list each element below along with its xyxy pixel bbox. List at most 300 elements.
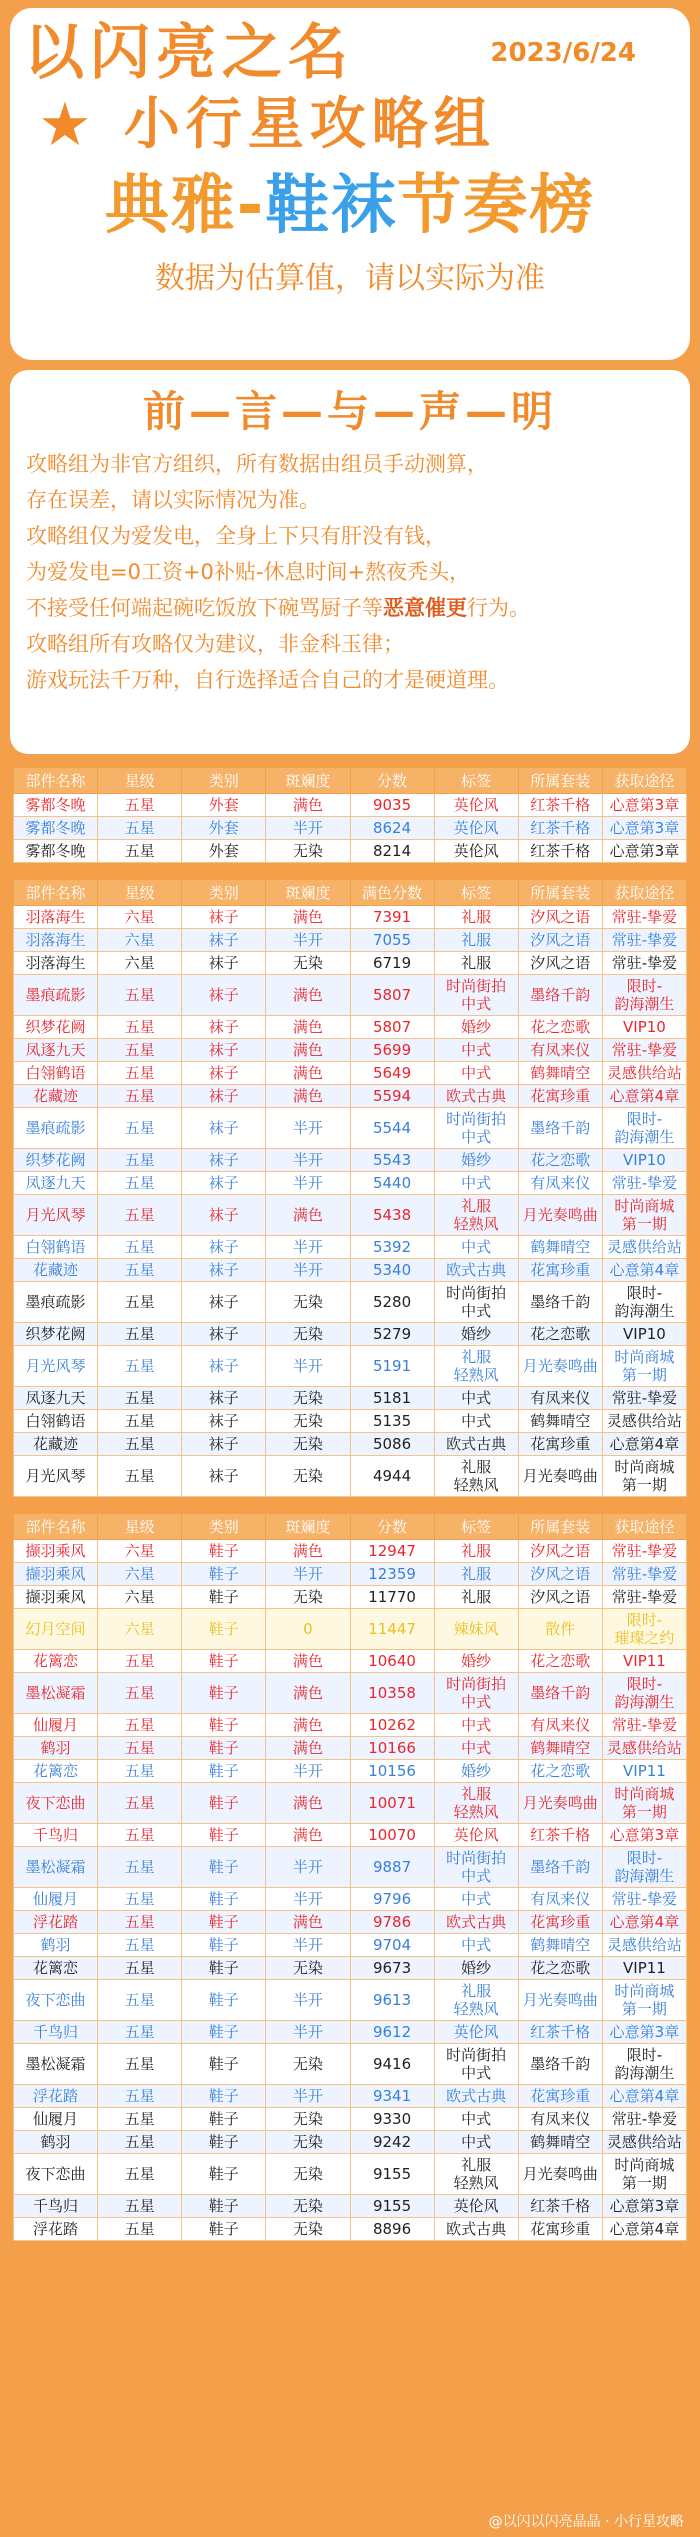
table-cell: 时尚街拍 中式: [434, 1847, 518, 1888]
table-cell: 半开: [266, 929, 350, 952]
table-cell: 鞋子: [182, 1847, 266, 1888]
table-cell: 墨络千韵: [518, 975, 602, 1016]
table-cell: 10071: [350, 1783, 434, 1824]
table-row: [14, 1172, 687, 1195]
table-cell: 礼服 轻熟风: [434, 2154, 518, 2195]
table-cell: 花篱恋: [14, 1760, 98, 1783]
column-header: 斑斓度: [266, 1514, 350, 1540]
table-cell: 无染: [266, 1323, 350, 1346]
table-cell: 鹤羽: [14, 1934, 98, 1957]
table-cell: 撷羽乘风: [14, 1540, 98, 1563]
column-header: 标签: [434, 768, 518, 794]
table-cell: 袜子: [182, 1236, 266, 1259]
table-cell: 9330: [350, 2108, 434, 2131]
table-cell: 鞋子: [182, 1737, 266, 1760]
table-cell: 半开: [266, 1346, 350, 1387]
header-row: [14, 880, 687, 906]
table-cell: 袜子: [182, 952, 266, 975]
table-row: [14, 1195, 687, 1236]
table-cell: 5392: [350, 1236, 434, 1259]
table-cell: 五星: [98, 1149, 182, 1172]
table-cell: 红茶千格: [518, 817, 602, 840]
estimate-note: 数据为估算值，请以实际为准: [155, 261, 545, 296]
table-cell: 无染: [266, 1387, 350, 1410]
table-cell: 5135: [350, 1410, 434, 1433]
table-row: [14, 1039, 687, 1062]
table-cell: 五星: [98, 1236, 182, 1259]
table-cell: 心意第3章: [602, 817, 686, 840]
table-cell: 礼服 轻熟风: [434, 1195, 518, 1236]
table-cell: 英伦风: [434, 2021, 518, 2044]
column-header: 部件名称: [14, 768, 98, 794]
table-cell: 六星: [98, 952, 182, 975]
table-cell: 五星: [98, 1085, 182, 1108]
table-cell: 墨络千韵: [518, 1847, 602, 1888]
table-cell: 鞋子: [182, 2044, 266, 2085]
coat-table-card: [10, 764, 690, 866]
table-cell: 羽落海生: [14, 952, 98, 975]
table-cell: 雾都冬晚: [14, 817, 98, 840]
table-cell: 花寓珍重: [518, 2085, 602, 2108]
table-cell: 仙履月: [14, 1714, 98, 1737]
table-cell: 月光奏鸣曲: [518, 1783, 602, 1824]
table-cell: 5280: [350, 1282, 434, 1323]
table-cell: 时尚商城 第一期: [602, 1783, 686, 1824]
table-cell: 中式: [434, 2108, 518, 2131]
table-cell: 鞋子: [182, 1563, 266, 1586]
table-cell: 袜子: [182, 929, 266, 952]
table-cell: 花寓珍重: [518, 1911, 602, 1934]
table-cell: 9613: [350, 1980, 434, 2021]
table-cell: 8896: [350, 2218, 434, 2241]
table-cell: 袜子: [182, 1195, 266, 1236]
header-row: [14, 768, 687, 794]
table-cell: 5440: [350, 1172, 434, 1195]
table-cell: 五星: [98, 1980, 182, 2021]
table-cell: 中式: [434, 1934, 518, 1957]
table-cell: 半开: [266, 817, 350, 840]
table-cell: 袜子: [182, 1039, 266, 1062]
table-row: [14, 1149, 687, 1172]
table-cell: 9704: [350, 1934, 434, 1957]
table-cell: 羽落海生: [14, 906, 98, 929]
table-cell: 幻月空间: [14, 1609, 98, 1650]
table-cell: 五星: [98, 975, 182, 1016]
table-cell: 墨痕疏影: [14, 1282, 98, 1323]
table-cell: 无染: [266, 1456, 350, 1497]
table-cell: 袜子: [182, 1149, 266, 1172]
table-cell: 织梦花阙: [14, 1323, 98, 1346]
table-cell: 五星: [98, 1387, 182, 1410]
table-row: [14, 1737, 687, 1760]
table-row: [14, 1824, 687, 1847]
table-cell: 花寓珍重: [518, 2218, 602, 2241]
table-cell: 半开: [266, 1236, 350, 1259]
table-cell: 鞋子: [182, 2108, 266, 2131]
table-cell: 满色: [266, 1540, 350, 1563]
table-cell: 鞋子: [182, 1760, 266, 1783]
table-cell: 中式: [434, 1387, 518, 1410]
table-row: [14, 2131, 687, 2154]
table-cell: 10358: [350, 1673, 434, 1714]
table-row: [14, 1934, 687, 1957]
table-cell: 五星: [98, 1282, 182, 1323]
table-cell: 羽落海生: [14, 929, 98, 952]
table-cell: 11770: [350, 1586, 434, 1609]
table-cell: 袜子: [182, 1085, 266, 1108]
table-cell: 鞋子: [182, 1911, 266, 1934]
table-cell: 花寓珍重: [518, 1085, 602, 1108]
table-cell: 英伦风: [434, 840, 518, 863]
column-header: 星级: [98, 1514, 182, 1540]
table-cell: 婚纱: [434, 1650, 518, 1673]
table-cell: 半开: [266, 1108, 350, 1149]
table-cell: 五星: [98, 1016, 182, 1039]
table-row: [14, 1586, 687, 1609]
table-cell: 汐风之语: [518, 929, 602, 952]
column-header: 类别: [182, 768, 266, 794]
preface-line: [26, 590, 674, 626]
table-cell: 鞋子: [182, 1824, 266, 1847]
table-cell: 鞋子: [182, 2085, 266, 2108]
socks-table: [13, 879, 687, 1497]
table-cell: 常驻-挚爱: [602, 1039, 686, 1062]
table-cell: 袜子: [182, 906, 266, 929]
table-row: [14, 1911, 687, 1934]
table-cell: 五星: [98, 1714, 182, 1737]
table-cell: 鞋子: [182, 1957, 266, 1980]
table-cell: 花藏迹: [14, 1085, 98, 1108]
table-cell: 鹤舞晴空: [518, 2131, 602, 2154]
table-cell: 半开: [266, 1980, 350, 2021]
table-cell: 六星: [98, 1586, 182, 1609]
table-cell: 五星: [98, 2108, 182, 2131]
table-cell: 时尚商城 第一期: [602, 1980, 686, 2021]
table-row: [14, 2108, 687, 2131]
table-cell: 7391: [350, 906, 434, 929]
table-cell: 欧式古典: [434, 1433, 518, 1456]
shoes-table: [13, 1513, 687, 2241]
table-cell: 鞋子: [182, 1586, 266, 1609]
table-cell: 限时- 韵海潮生: [602, 1282, 686, 1323]
table-cell: 仙履月: [14, 1888, 98, 1911]
table-cell: 花之恋歌: [518, 1016, 602, 1039]
table-cell: 满色: [266, 1650, 350, 1673]
table-cell: 鞋子: [182, 1934, 266, 1957]
table-row: [14, 929, 687, 952]
table-cell: 外套: [182, 840, 266, 863]
table-cell: 灵感供给站: [602, 1062, 686, 1085]
table-cell: 礼服: [434, 906, 518, 929]
table-cell: 礼服 轻熟风: [434, 1783, 518, 1824]
table-cell: 红茶千格: [518, 2021, 602, 2044]
table-cell: 五星: [98, 1108, 182, 1149]
table-row: [14, 1323, 687, 1346]
table-cell: 灵感供给站: [602, 1737, 686, 1760]
table-cell: 5279: [350, 1323, 434, 1346]
column-header: 获取途径: [602, 768, 686, 794]
table-cell: 辣妹风: [434, 1609, 518, 1650]
table-row: [14, 1282, 687, 1323]
table-cell: 满色: [266, 1714, 350, 1737]
table-row: [14, 794, 687, 817]
table-cell: 无染: [266, 1957, 350, 1980]
table-cell: 时尚街拍 中式: [434, 975, 518, 1016]
table-cell: 五星: [98, 2154, 182, 2195]
table-cell: 外套: [182, 794, 266, 817]
table-cell: 墨松凝霜: [14, 1673, 98, 1714]
table-cell: 9796: [350, 1888, 434, 1911]
preface-text: 行为。: [467, 596, 530, 620]
table-cell: 婚纱: [434, 1149, 518, 1172]
table-cell: 时尚商城 第一期: [602, 1456, 686, 1497]
column-header: 星级: [98, 880, 182, 906]
table-cell: 袜子: [182, 1387, 266, 1410]
table-row: [14, 1410, 687, 1433]
table-cell: 五星: [98, 2195, 182, 2218]
table-cell: 半开: [266, 1149, 350, 1172]
table-cell: 常驻-挚爱: [602, 929, 686, 952]
table-cell: 中式: [434, 1172, 518, 1195]
table-cell: 夜下恋曲: [14, 1980, 98, 2021]
table-cell: 花之恋歌: [518, 1323, 602, 1346]
table-cell: 9673: [350, 1957, 434, 1980]
table-row: [14, 1259, 687, 1282]
table-cell: 限时- 韵海潮生: [602, 1847, 686, 1888]
table-cell: 半开: [266, 1172, 350, 1195]
table-cell: 12947: [350, 1540, 434, 1563]
preface-line: 攻略组所有攻略仅为建议，非金科玉律；: [26, 632, 404, 656]
table-cell: 时尚商城 第一期: [602, 2154, 686, 2195]
table-cell: 花篱恋: [14, 1957, 98, 1980]
table-cell: 花之恋歌: [518, 1760, 602, 1783]
table-cell: 中式: [434, 1062, 518, 1085]
table-cell: 六星: [98, 1609, 182, 1650]
table-cell: 灵感供给站: [602, 1934, 686, 1957]
column-header: 类别: [182, 1514, 266, 1540]
column-header: 标签: [434, 1514, 518, 1540]
table-row: [14, 2085, 687, 2108]
table-cell: 鞋子: [182, 2131, 266, 2154]
table-cell: 雾都冬晚: [14, 840, 98, 863]
table-cell: 袜子: [182, 1346, 266, 1387]
table-cell: 常驻-挚爱: [602, 2108, 686, 2131]
table-row: [14, 975, 687, 1016]
table-cell: 12359: [350, 1563, 434, 1586]
table-cell: 千鸟归: [14, 2195, 98, 2218]
table-cell: 婚纱: [434, 1016, 518, 1039]
preface-line: 存在误差，请以实际情况为准。: [26, 488, 320, 512]
table-cell: 半开: [266, 1259, 350, 1282]
table-cell: 五星: [98, 2085, 182, 2108]
table-cell: 时尚商城 第一期: [602, 1346, 686, 1387]
date-label: 2023/6/24: [490, 38, 636, 68]
table-cell: 0: [266, 1609, 350, 1650]
shoes-table-card: [10, 1510, 690, 2244]
table-cell: 礼服 轻熟风: [434, 1980, 518, 2021]
table-cell: 心意第3章: [602, 1824, 686, 1847]
table-cell: 五星: [98, 1888, 182, 1911]
table-cell: 欧式古典: [434, 2218, 518, 2241]
table-cell: 五星: [98, 1783, 182, 1824]
table-cell: 5807: [350, 975, 434, 1016]
table-cell: 无染: [266, 1410, 350, 1433]
table-cell: 常驻-挚爱: [602, 1563, 686, 1586]
table-cell: VIP10: [602, 1016, 686, 1039]
table-cell: 无染: [266, 2044, 350, 2085]
table-cell: 半开: [266, 2021, 350, 2044]
table-cell: 有凤来仪: [518, 1172, 602, 1195]
table-row: [14, 906, 687, 929]
table-cell: 五星: [98, 1911, 182, 1934]
table-row: [14, 1783, 687, 1824]
table-cell: 月光风琴: [14, 1456, 98, 1497]
table-cell: 鞋子: [182, 1783, 266, 1824]
column-header: 星级: [98, 768, 182, 794]
table-row: [14, 1673, 687, 1714]
table-cell: 常驻-挚爱: [602, 1586, 686, 1609]
table-cell: 心意第4章: [602, 1259, 686, 1282]
table-cell: 花寓珍重: [518, 1259, 602, 1282]
table-cell: 六星: [98, 929, 182, 952]
table-cell: 满色: [266, 794, 350, 817]
table-cell: 月光风琴: [14, 1346, 98, 1387]
table-cell: 墨痕疏影: [14, 1108, 98, 1149]
table-cell: 满色: [266, 1737, 350, 1760]
table-cell: 中式: [434, 1039, 518, 1062]
table-cell: 5649: [350, 1062, 434, 1085]
table-row: [14, 1108, 687, 1149]
table-cell: 墨络千韵: [518, 1108, 602, 1149]
table-cell: 常驻-挚爱: [602, 952, 686, 975]
table-cell: 欧式古典: [434, 1911, 518, 1934]
table-cell: 五星: [98, 1760, 182, 1783]
table-cell: 无染: [266, 2218, 350, 2241]
table-cell: VIP10: [602, 1149, 686, 1172]
table-cell: 墨络千韵: [518, 2044, 602, 2085]
table-cell: 心意第3章: [602, 2021, 686, 2044]
table-cell: 婚纱: [434, 1323, 518, 1346]
table-cell: 浮花踏: [14, 2218, 98, 2241]
table-cell: 五星: [98, 1062, 182, 1085]
group-title: 小行星攻略组: [123, 92, 496, 157]
table-cell: 月光奏鸣曲: [518, 1195, 602, 1236]
table-cell: 满色: [266, 1195, 350, 1236]
column-header: 部件名称: [14, 880, 98, 906]
table-cell: VIP10: [602, 1323, 686, 1346]
preface-line: 攻略组为非官方组织，所有数据由组员手动测算，: [26, 452, 488, 476]
socks-table-card: [10, 876, 690, 1500]
table-cell: 常驻-挚爱: [602, 1172, 686, 1195]
table-cell: 五星: [98, 1737, 182, 1760]
table-cell: 欧式古典: [434, 2085, 518, 2108]
banner-part-c: 节奏榜: [397, 169, 596, 243]
table-cell: 汐风之语: [518, 1563, 602, 1586]
table-cell: 心意第4章: [602, 2218, 686, 2241]
table-cell: 鹤舞晴空: [518, 1062, 602, 1085]
table-cell: 无染: [266, 2154, 350, 2195]
column-header: 标签: [434, 880, 518, 906]
table-cell: 无染: [266, 952, 350, 975]
table-row: [14, 1847, 687, 1888]
table-cell: 织梦花阙: [14, 1149, 98, 1172]
brand-title: 以闪亮之名: [24, 18, 354, 88]
table-cell: 满色: [266, 1039, 350, 1062]
table-row: [14, 1888, 687, 1911]
table-cell: 五星: [98, 1847, 182, 1888]
table-cell: 袜子: [182, 1062, 266, 1085]
table-cell: 限时- 韵海潮生: [602, 975, 686, 1016]
table-cell: 墨松凝霜: [14, 1847, 98, 1888]
table-cell: 无染: [266, 2195, 350, 2218]
table-cell: 散件: [518, 1609, 602, 1650]
table-cell: 夜下恋曲: [14, 1783, 98, 1824]
footer-credit: @以闪以闪亮晶晶 · 小行星攻略: [488, 2514, 684, 2530]
table-cell: 有凤来仪: [518, 2108, 602, 2131]
table-cell: 满色: [266, 1062, 350, 1085]
table-cell: 5086: [350, 1433, 434, 1456]
table-cell: 心意第3章: [602, 794, 686, 817]
column-header: 分数: [350, 1514, 434, 1540]
table-cell: 6719: [350, 952, 434, 975]
table-cell: 5181: [350, 1387, 434, 1410]
table-cell: 礼服: [434, 1586, 518, 1609]
table-cell: 红茶千格: [518, 794, 602, 817]
table-cell: 9155: [350, 2195, 434, 2218]
table-cell: 常驻-挚爱: [602, 1714, 686, 1737]
table-cell: 五星: [98, 794, 182, 817]
table-cell: 半开: [266, 1934, 350, 1957]
column-header: 获取途径: [602, 1514, 686, 1540]
table-cell: 鞋子: [182, 1609, 266, 1650]
table-cell: 凤逐九天: [14, 1172, 98, 1195]
table-row: [14, 1957, 687, 1980]
table-cell: 9612: [350, 2021, 434, 2044]
table-cell: 月光奏鸣曲: [518, 1346, 602, 1387]
table-cell: 婚纱: [434, 1760, 518, 1783]
table-cell: 5544: [350, 1108, 434, 1149]
table-cell: 红茶千格: [518, 840, 602, 863]
table-cell: 礼服: [434, 1563, 518, 1586]
table-row: [14, 1980, 687, 2021]
table-cell: 五星: [98, 1456, 182, 1497]
column-header: 所属套装: [518, 880, 602, 906]
table-cell: 9035: [350, 794, 434, 817]
column-header: 部件名称: [14, 1514, 98, 1540]
banner-part-b: 鞋袜: [265, 169, 398, 243]
table-cell: 有凤来仪: [518, 1039, 602, 1062]
table-cell: 心意第4章: [602, 1911, 686, 1934]
table-cell: 鹤舞晴空: [518, 1410, 602, 1433]
table-cell: 凤逐九天: [14, 1039, 98, 1062]
table-cell: 墨络千韵: [518, 1673, 602, 1714]
table-cell: 时尚街拍 中式: [434, 1673, 518, 1714]
table-cell: VIP11: [602, 1957, 686, 1980]
table-cell: 时尚街拍 中式: [434, 1282, 518, 1323]
table-cell: 花之恋歌: [518, 1149, 602, 1172]
table-cell: 袜子: [182, 1410, 266, 1433]
table-cell: 欧式古典: [434, 1085, 518, 1108]
table-cell: 5807: [350, 1016, 434, 1039]
table-cell: 墨痕疏影: [14, 975, 98, 1016]
table-cell: 满色: [266, 1783, 350, 1824]
table-cell: 英伦风: [434, 1824, 518, 1847]
table-cell: 雾都冬晚: [14, 794, 98, 817]
preface-line: 攻略组仅为爱发电，全身上下只有肝没有钱，: [26, 524, 446, 548]
table-cell: 婚纱: [434, 1957, 518, 1980]
table-cell: 10166: [350, 1737, 434, 1760]
table-row: [14, 2021, 687, 2044]
